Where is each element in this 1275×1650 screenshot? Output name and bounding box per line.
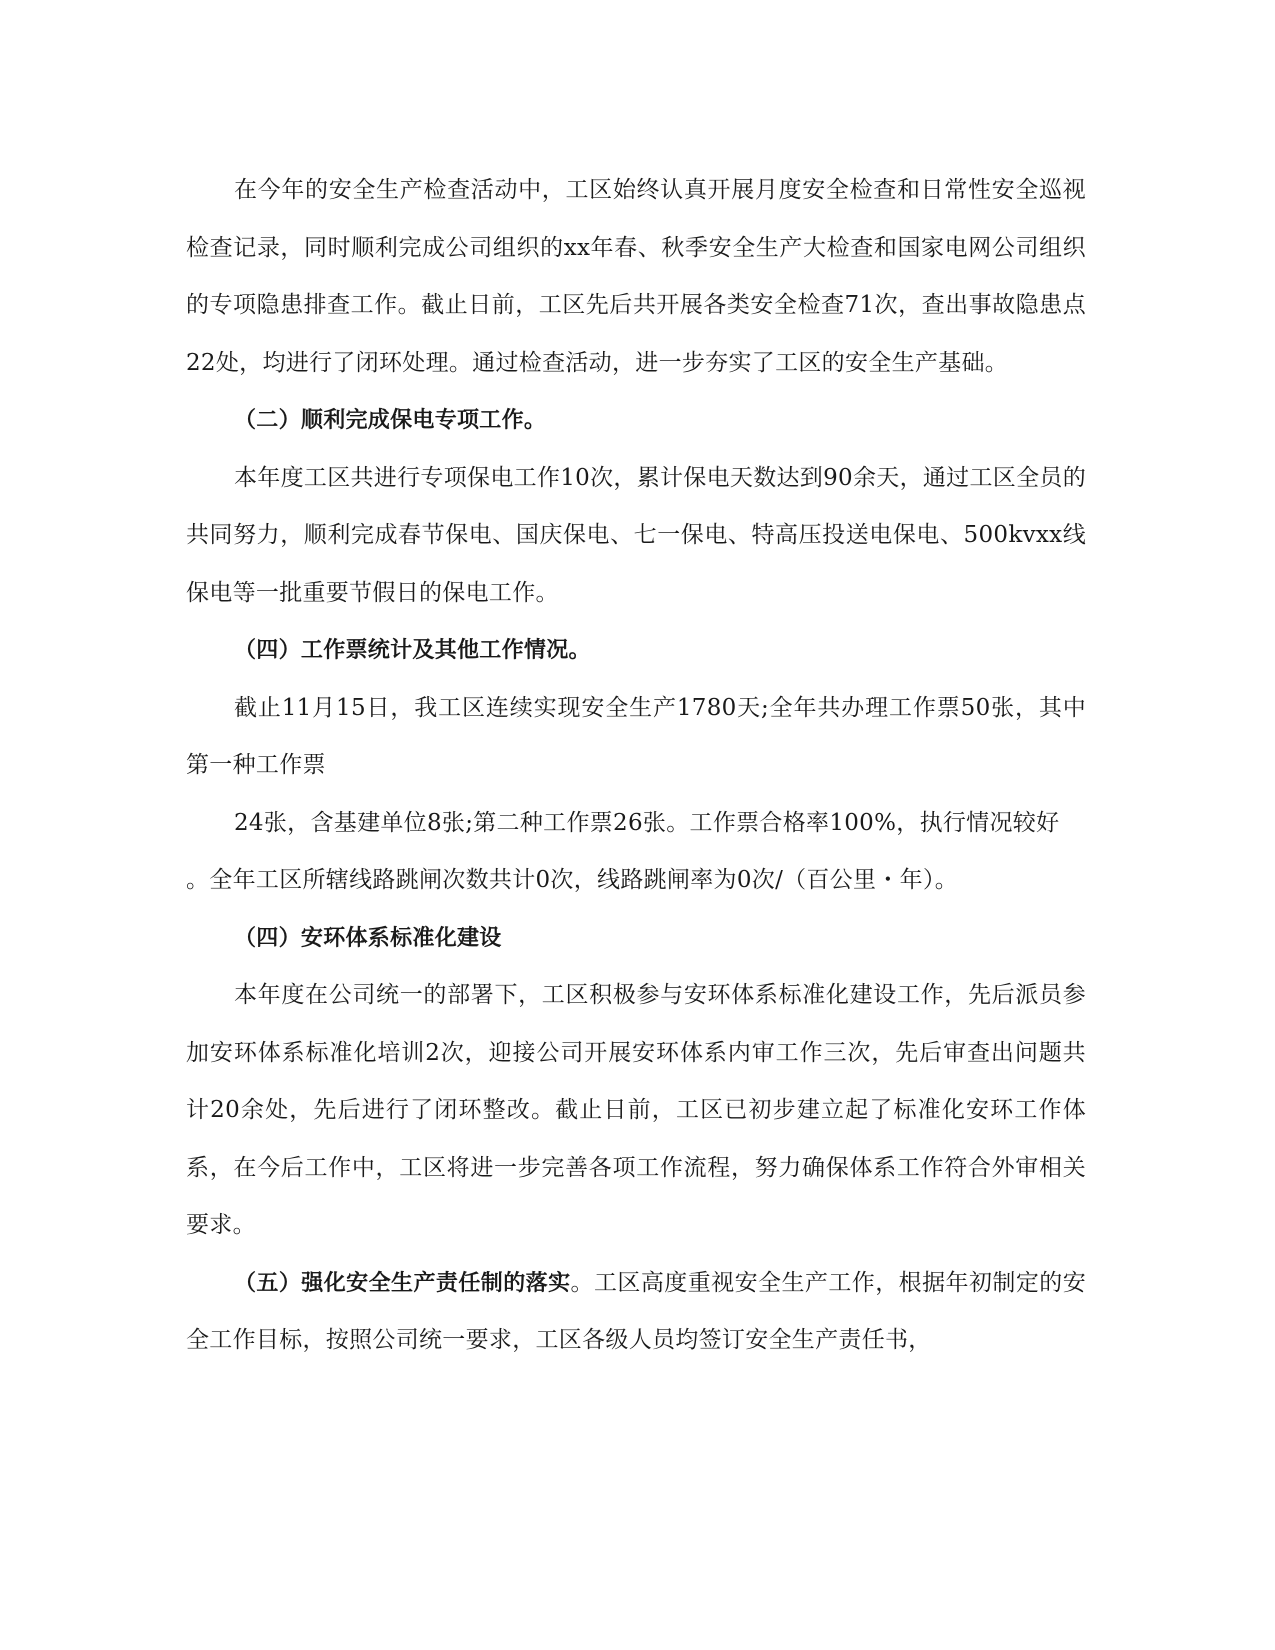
paragraph-responsibility (186, 1255, 1086, 1370)
heading-work-ticket-statistics (186, 622, 1086, 680)
paragraph-safety-environment: 本年度在公司统一的部署下，工区积极参与安环体系标准化建设工作，先后派员参加安环体系标准化培训2次，迎接公司开展安环体系内审工作三次，先后审查出问题共计20余处，先后进行了闭环整改。截止日前，工区已初步建立起了标准化安环工作体系，在今后工作中，工区将进一步完善各项工作流程，努力确保体系工作符合外审相关要求。 (186, 982, 1086, 1238)
paragraph-power-supply: 本年度工区共进行专项保电工作10次，累计保电天数达到90余天，通过工区全员的共同努力，顺利完成春节保电、国庆保电、七一保电、特高压投送电保电、500kvxx线保电等一批重要节假日的保电工作。 (186, 464, 1086, 606)
paragraph-work-ticket-a: 截止11月15日，我工区连续实现安全生产1780天;全年共办理工作票50张，其中第一种工作票 (186, 694, 1086, 778)
inline-heading-responsibility: （五）强化安全生产责任制的落实 (234, 1270, 571, 1296)
heading-text: （四）工作票统计及其他工作情况 (234, 638, 569, 663)
paragraph-work-ticket-b: 24张，含基建单位8张;第二种工作票26张。工作票合格率100%，执行情况较好 (234, 809, 1060, 836)
paragraph-responsibility-text: 。工区高度重视安全生产工作，根据年初制定的安全工作目标，按照公司统一要求，工区各级人员均签订安全生产责任书， (186, 1269, 1086, 1353)
document-body (186, 162, 1086, 1370)
paragraph-work-ticket-c: 。全年工区所辖线路跳闸次数共计0次，线路跳闸率为0次/（百公里・年）。 (186, 867, 959, 893)
paragraph-safety-inspection: 在今年的安全生产检查活动中，工区始终认真开展月度安全检查和日常性安全巡视检查记录，同时顺利完成公司组织的xx年春、秋季安全生产大检查和国家电网公司组织的专项隐患排查工作。截止日前，工区先后共开展各类安全检查71次，查出事故隐患点22处，均进行了闭环处理。通过检查活动，进一步夯实了工区的安全生产基础。 (186, 177, 1086, 376)
heading-safety-environment-system: （四）安环体系标准化建设 (234, 925, 502, 951)
heading-text: （二）顺利完成保电专项工作 (234, 408, 524, 433)
heading-power-supply-guarantee (186, 392, 1086, 450)
heading-punctuation: 。 (523, 408, 547, 433)
heading-punctuation: 。 (568, 638, 591, 663)
